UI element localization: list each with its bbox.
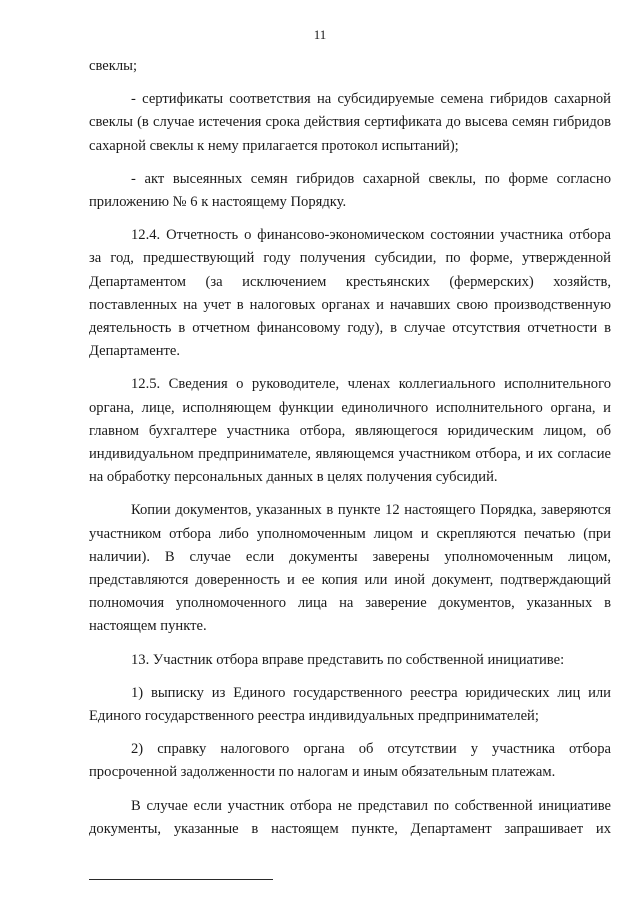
- paragraph-continuation: свеклы;: [89, 58, 137, 74]
- footnote-divider: [89, 879, 273, 880]
- paragraph-13: 13. Участник отбора вправе представить по собственной инициативе:: [131, 651, 565, 668]
- paragraph-12-5: 12.5. Сведения о руководителе, членах коллегиального исполнительного органа, лице, исполняющем функции единоличного исполнительного органа, и главном бухгалтере участника отбора, являющегося юридическим лицом, об индивидуальном предпринимателе, являющемся участником отбора, и их согласие на обработку персональных данных в целях получения субсидий.: [89, 376, 611, 486]
- page-number: 11: [313, 27, 327, 42]
- paragraph-12-4: 12.4. Отчетность о финансово-экономическом состоянии участника отбора за год, предшествующий году получения субсидии, по форме, утвержденной Департаментом (за исключением крестьянских (фермерских) хозяйств, поставленных на учет в налоговых органах и начавших свою производственную деятельность в отчетном финансовому году), в случае отсутствия отчетности в Департаменте.: [89, 227, 611, 360]
- paragraph-sowing-act: - акт высеянных семян гибридов сахарной свеклы, по форме согласно приложению № 6 к настоящему Порядку.: [89, 170, 611, 211]
- paragraph-certificates: - сертификаты соответствия на субсидируемые семена гибридов сахарной свеклы (в случае истечения срока действия сертификата до высева семян гибридов сахарной свеклы к нему прилагается протокол испытаний);: [89, 91, 611, 154]
- document-body: [89, 55, 611, 841]
- paragraph-request: В случае если участник отбора не представил по собственной инициативе документы, указанные в настоящем пункте, Департамент запрашивает их: [89, 797, 611, 837]
- paragraph-13-item-1: 1) выписку из Единого государственного реестра юридических лиц или Единого государственного реестра индивидуальных предпринимателей;: [89, 684, 611, 725]
- paragraph-13-item-2: 2) справку налогового органа об отсутствии у участника отбора просроченной задолженности по налогам и иным обязательным платежам.: [89, 741, 611, 781]
- paragraph-copies: Копии документов, указанных в пункте 12 настоящего Порядка, заверяются участником отбора либо уполномоченным лицом и скрепляются печатью (при наличии). В случае если документы заверены уполномоченным лицом, представляются доверенность и ее копия или иной документ, подтверждающий полномочия уполномоченного лица на заверение документов, указанных в настоящем пункте.: [89, 502, 611, 635]
